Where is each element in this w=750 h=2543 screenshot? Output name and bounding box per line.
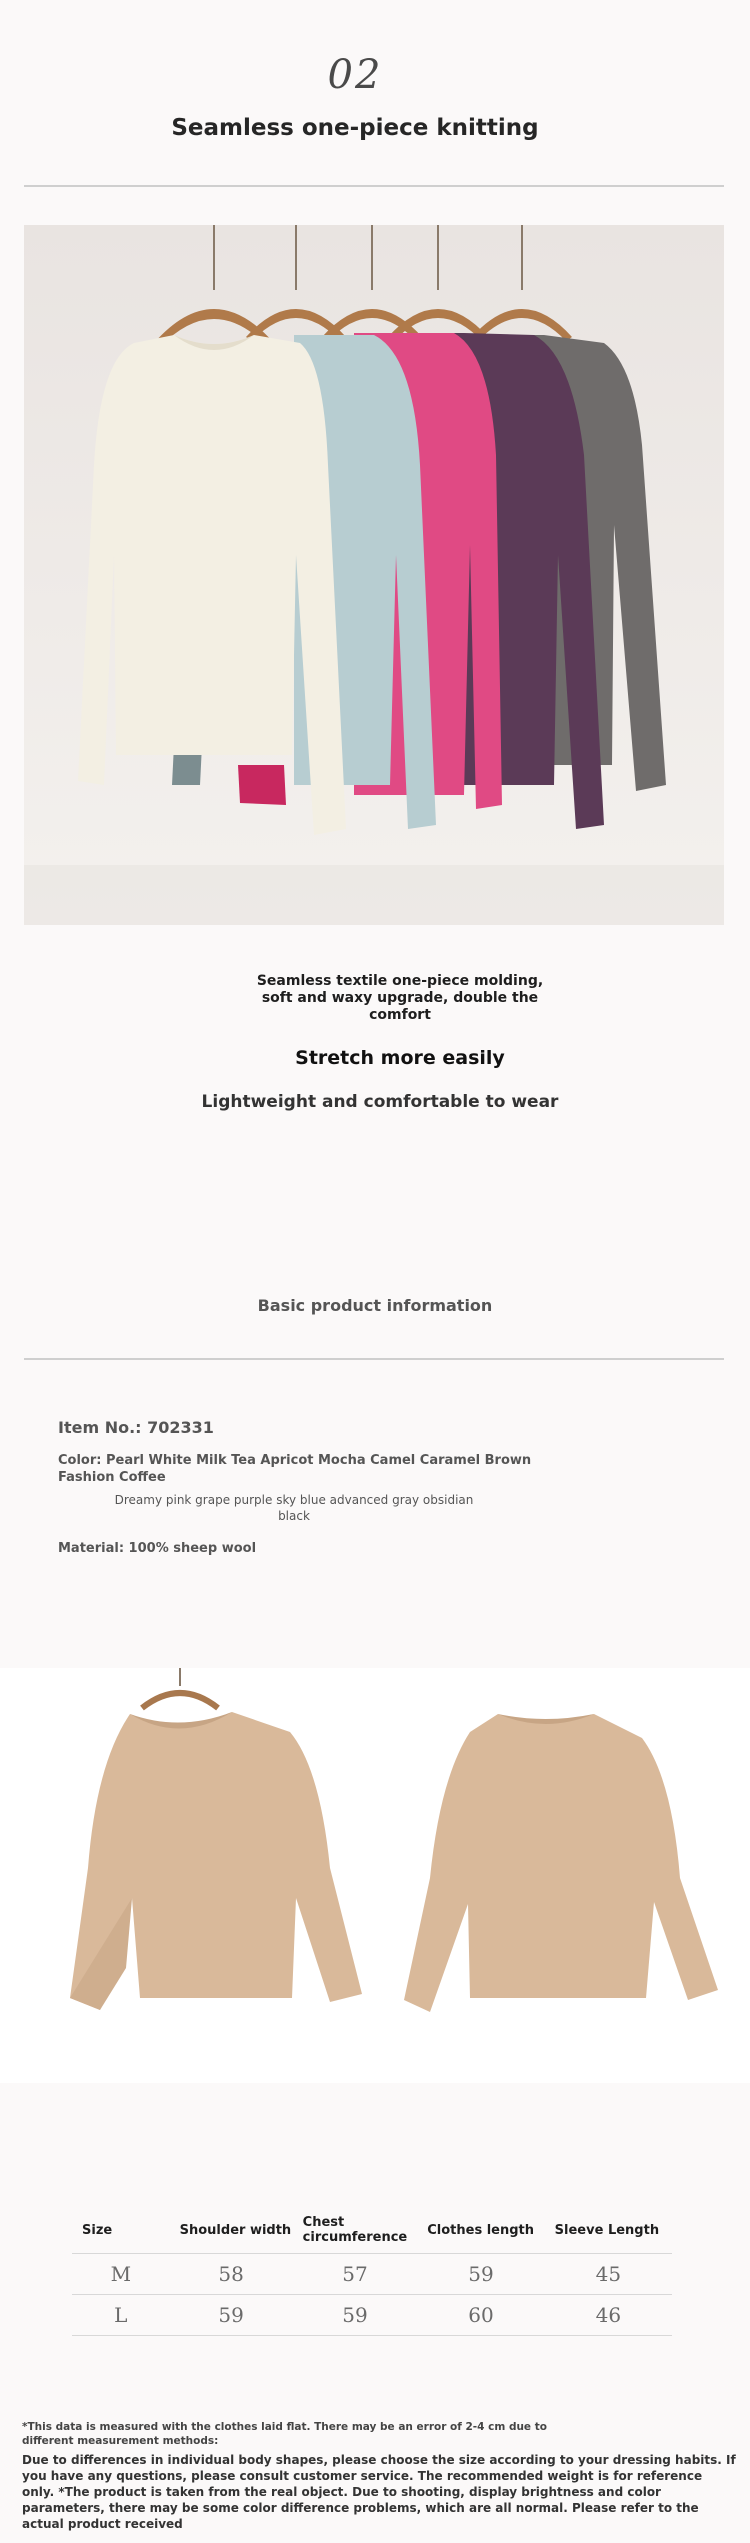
divider: [24, 1358, 724, 1360]
feature-lightweight-text: Lightweight and comfortable to wear: [201, 1092, 559, 1112]
item-number: Item No.: 702331: [58, 1418, 214, 1437]
color-list: Color: Pearl White Milk Tea Apricot Mocha Camel Caramel Brown Fashion Coffee: [58, 1453, 532, 1485]
cell-chest: 59: [293, 2295, 418, 2336]
front-view-sweater: [70, 1668, 362, 2010]
header-shoulder-width: Shoulder width: [179, 2222, 292, 2238]
hanging-sweaters-photo: [24, 225, 724, 925]
material-info: Material: 100% sheep wool: [58, 1541, 257, 1556]
cell-chest: 57: [293, 2254, 418, 2295]
header-size: Size: [82, 2222, 113, 2238]
header-clothes-length: Clothes length: [427, 2222, 535, 2238]
table-row: [72, 2295, 672, 2336]
cell-shoulder-width: 58: [170, 2254, 293, 2295]
feature-stretch-text: Stretch more easily: [295, 1047, 505, 1069]
feature-seamless-text: Seamless textile one-piece molding, soft and waxy upgrade, double the comfort: [256, 973, 544, 1023]
disclaimer-note: Due to differences in individual body shapes, please choose the size according to your dressing habits. If you have any questions, please consult customer service. The recommended weight is for reference only. *The product is taken from the real object. Due to shooting, display brightness and color parameters, there may be some color difference problems, which are all normal. Please refer to the actual product received: [22, 2453, 736, 2531]
cell-sleeve-length: 46: [545, 2295, 672, 2336]
cell-clothes-length: 59: [417, 2254, 544, 2295]
cell-shoulder-width: 59: [170, 2295, 293, 2336]
basic-info-title: Basic product information: [257, 1296, 493, 1315]
header-sleeve-length: Sleeve Length: [554, 2222, 660, 2238]
cell-clothes-length: 60: [417, 2295, 544, 2336]
section-number: 02: [327, 52, 383, 98]
table-row: [72, 2254, 672, 2295]
section-title: Seamless one-piece knitting: [171, 115, 539, 141]
beige-sweater-photos: [0, 1668, 750, 2083]
measurement-note: *This data is measured with the clothes laid flat. There may be an error of 2-4 cm due to different measurement methods:: [22, 2421, 547, 2447]
cell-size: L: [72, 2295, 170, 2336]
back-view-sweater: [404, 1714, 718, 2012]
color-list-extra: Dreamy pink grape purple sky blue advanced gray obsidian black: [114, 1493, 474, 1523]
cell-size: M: [72, 2254, 170, 2295]
size-chart-header: [72, 2207, 672, 2254]
size-chart: [72, 2207, 672, 2336]
cell-sleeve-length: 45: [545, 2254, 672, 2295]
divider: [24, 185, 724, 187]
header-chest-circumference: Chest circumference: [302, 2215, 408, 2245]
